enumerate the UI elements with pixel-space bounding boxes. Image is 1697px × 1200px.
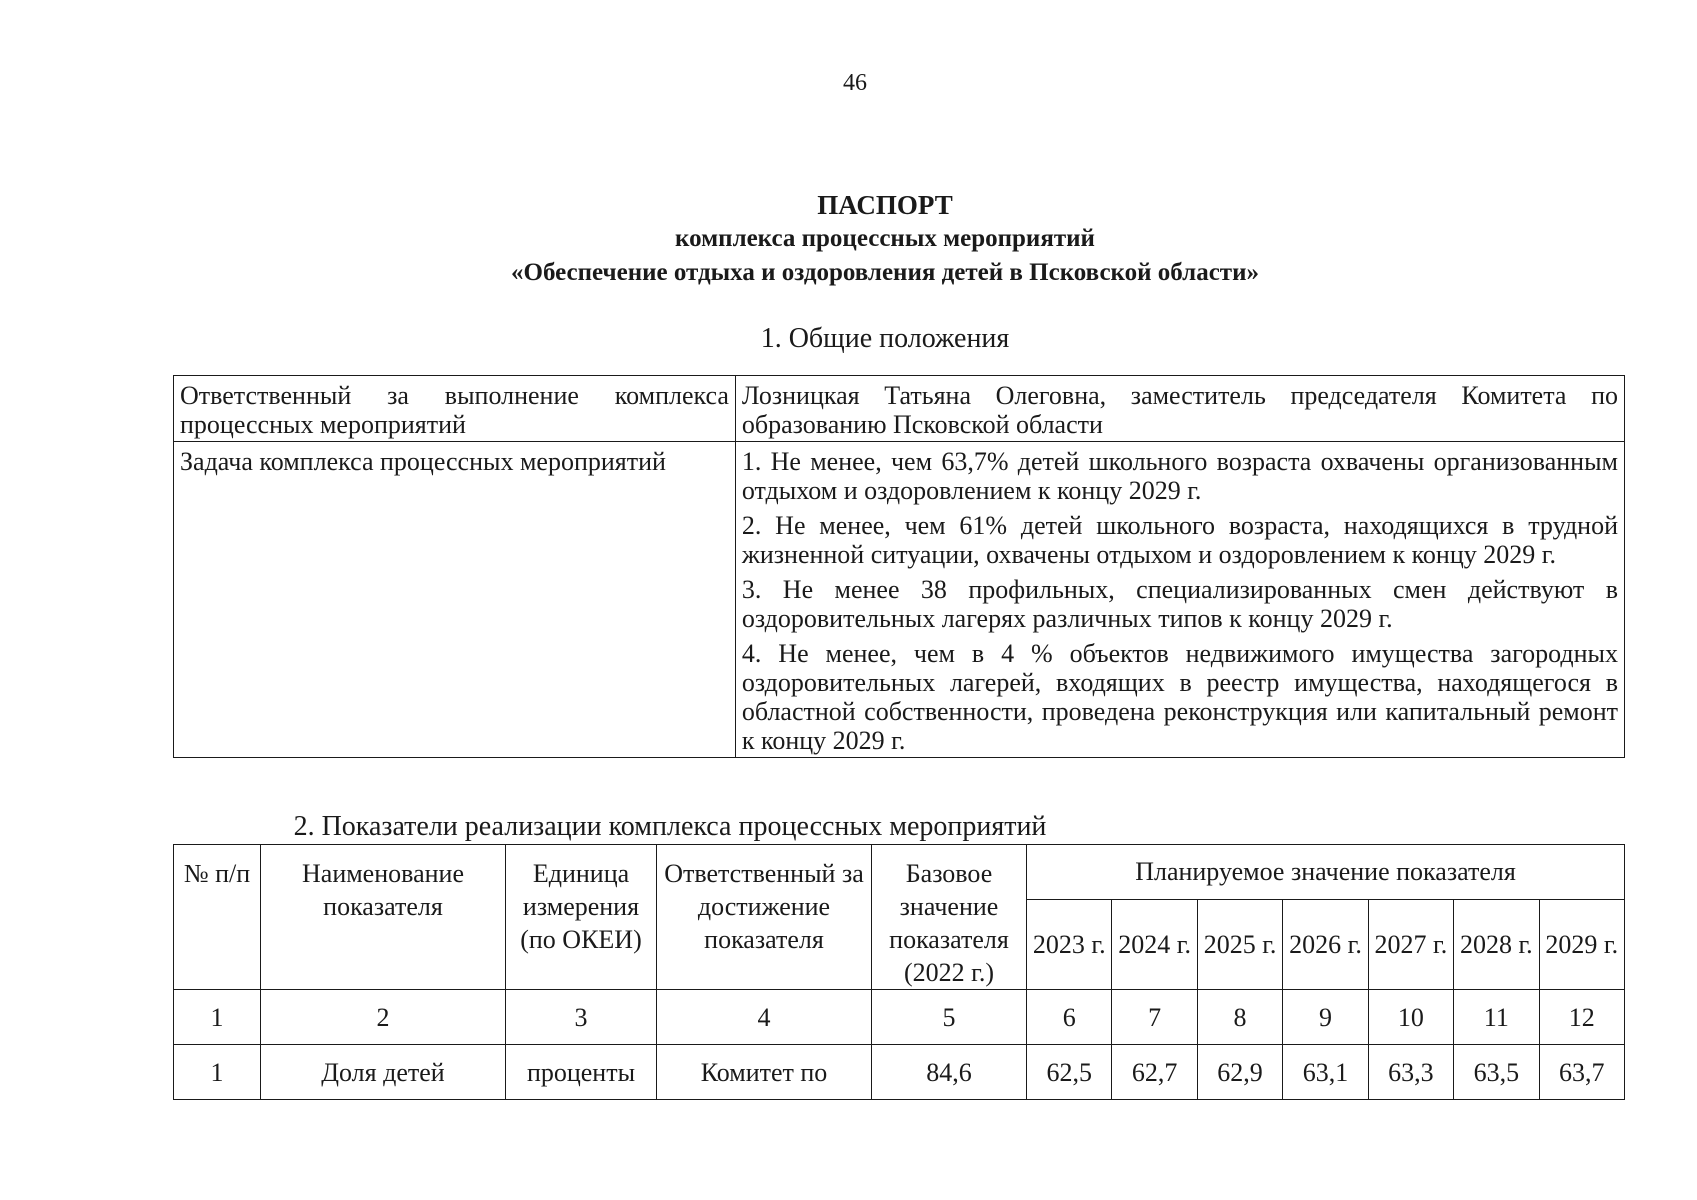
responsible-label: Ответственный за выполнение комплекса процессных мероприятий — [174, 376, 736, 442]
section-1-heading: 1. Общие положения — [760, 323, 1010, 354]
header-num: № п/п — [174, 845, 261, 990]
column-number: 1 — [174, 990, 261, 1045]
indicators-table — [173, 844, 1625, 1100]
column-number: 4 — [657, 990, 872, 1045]
task-label: Задача комплекса процессных мероприятий — [174, 442, 736, 758]
row-value: 62,7 — [1112, 1045, 1197, 1100]
header-year: 2026 г. — [1283, 899, 1368, 989]
column-number-row — [174, 990, 1625, 1045]
header-year: 2023 г. — [1027, 899, 1112, 989]
task-item-4: 4. Не менее, чем в 4 % объектов недвижимого имущества загородных оздоровительных лагерей, входящих в реестр имущества, находящегося в областной собственности, проведена реконструкция или капитальный ремонт к концу 2029 г. — [741, 639, 1618, 755]
header-year: 2024 г. — [1112, 899, 1197, 989]
task-item-2: 2. Не менее, чем 61% детей школьного возраста, находящихся в трудной жизненной ситуации, охвачены отдыхом и оздоровлением к концу 2029 г. — [741, 511, 1618, 569]
header-year: 2027 г. — [1368, 899, 1453, 989]
row-value: 62,5 — [1027, 1045, 1112, 1100]
document-title — [0, 188, 1697, 290]
title-line-1: ПАСПОРТ — [817, 190, 953, 220]
column-number: 8 — [1197, 990, 1282, 1045]
column-number: 5 — [872, 990, 1027, 1045]
header-name: Наименование показателя — [261, 845, 506, 990]
column-number: 7 — [1112, 990, 1197, 1045]
header-planned: Планируемое значение показателя — [1027, 845, 1625, 900]
header-base: Базовое значение показателя (2022 г.) — [872, 845, 1027, 990]
column-number: 9 — [1283, 990, 1368, 1045]
row-responsible: Комитет по — [657, 1045, 872, 1100]
header-year: 2029 г. — [1539, 899, 1624, 989]
responsible-value: Лозницкая Татьяна Олеговна, заместитель председателя Комитета по образованию Псковской области — [735, 376, 1624, 442]
section-2-heading: 2. Показатели реализации комплекса процессных мероприятий — [293, 811, 1047, 842]
table-row — [174, 442, 1625, 758]
task-item-3: 3. Не менее 38 профильных, специализированных смен действуют в оздоровительных лагерях различных типов к концу 2029 г. — [741, 575, 1618, 633]
row-value: 63,7 — [1539, 1045, 1624, 1100]
column-number: 10 — [1368, 990, 1453, 1045]
row-value: 63,5 — [1454, 1045, 1539, 1100]
header-year: 2028 г. — [1454, 899, 1539, 989]
column-number: 11 — [1454, 990, 1539, 1045]
column-number: 2 — [261, 990, 506, 1045]
header-unit: Единица измерения (по ОКЕИ) — [506, 845, 657, 990]
table-row — [174, 1045, 1625, 1100]
row-name: Доля детей — [261, 1045, 506, 1100]
header-row — [174, 845, 1625, 900]
row-unit: проценты — [506, 1045, 657, 1100]
task-item-1: 1. Не менее, чем 63,7% детей школьного возраста охвачены организованным отдыхом и оздоровлением к концу 2029 г. — [741, 447, 1618, 505]
row-base: 84,6 — [872, 1045, 1027, 1100]
row-value: 63,3 — [1368, 1045, 1453, 1100]
column-number: 12 — [1539, 990, 1624, 1045]
row-num: 1 — [174, 1045, 261, 1100]
row-value: 62,9 — [1197, 1045, 1282, 1100]
page-number: 46 — [843, 70, 867, 96]
header-year: 2025 г. — [1197, 899, 1282, 989]
row-value: 63,1 — [1283, 1045, 1368, 1100]
column-number: 6 — [1027, 990, 1112, 1045]
task-list — [735, 442, 1624, 758]
general-provisions-table — [173, 375, 1625, 758]
column-number: 3 — [506, 990, 657, 1045]
table-row — [174, 376, 1625, 442]
title-line-2: комплекса процессных мероприятий — [675, 225, 1095, 252]
header-responsible: Ответственный за достижение показателя — [657, 845, 872, 990]
title-line-3: «Обеспечение отдыха и оздоровления детей в Псковской области» — [511, 259, 1259, 286]
